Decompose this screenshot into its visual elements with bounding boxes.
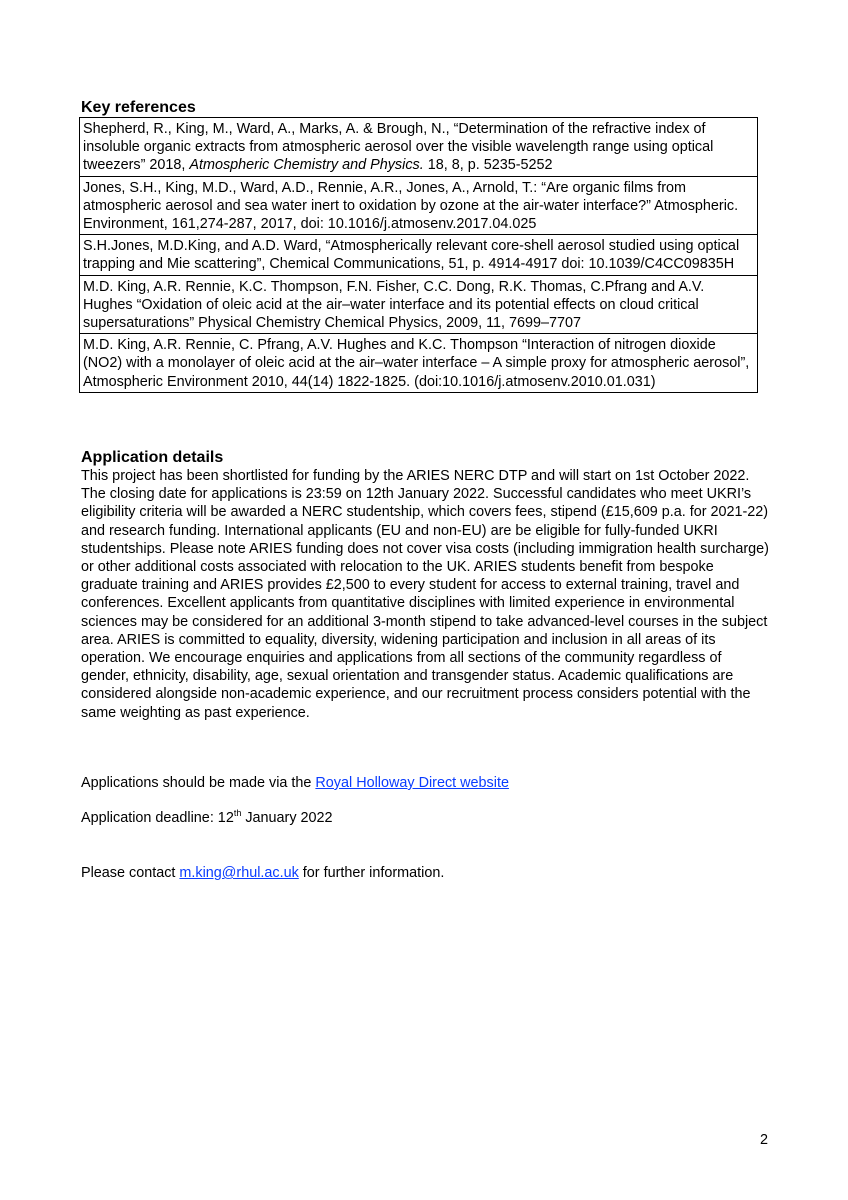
royal-holloway-direct-link[interactable]: Royal Holloway Direct website bbox=[315, 775, 509, 791]
reference-row: M.D. King, A.R. Rennie, C. Pfrang, A.V. Hughes and K.C. Thompson “Interaction of nitrogen dioxide (NO2) with a monolayer of oleic acid at the air–water interface – A simple proxy for atmospheric aerosol”, Atmospheric Environment 2010, 44(14) 1822-1825. (doi:10.1016/j.atmosenv.2010.01.031) bbox=[80, 334, 757, 393]
key-references-heading: Key references bbox=[81, 99, 196, 116]
contact-prefix: Please contact bbox=[81, 865, 180, 881]
reference-journal: Atmospheric Chemistry and Physics. bbox=[189, 157, 424, 174]
page-number: 2 bbox=[760, 1132, 769, 1148]
apply-prefix: Applications should be made via the bbox=[81, 775, 316, 791]
reference-text: Shepherd, R., King, M., Ward, A., Marks, A. & Brough, N., “Determination of the refractive index of insoluble organic extracts from atmospheric aerosol over the visible wavelength range using optical tweezers” 2018, bbox=[83, 121, 714, 174]
reference-row: S.H.Jones, M.D.King, and A.D. Ward, “Atmospherically relevant core-shell aerosol studied using optical trapping and Mie scattering”, Chemical Communications, 51, p. 4914-4917 doi: 10.1039/C4CC09835H bbox=[80, 235, 757, 275]
reference-row bbox=[80, 118, 757, 177]
contact-line bbox=[81, 864, 444, 882]
apply-line bbox=[81, 774, 509, 792]
contact-email-link[interactable]: m.king@rhul.ac.uk bbox=[179, 865, 299, 881]
reference-details: 18, 8, p. 5235-5252 bbox=[423, 157, 553, 174]
deadline-prefix: Application deadline: 12 bbox=[81, 810, 234, 826]
deadline-suffix: January 2022 bbox=[241, 810, 333, 826]
deadline-superscript: th bbox=[233, 808, 242, 818]
application-details-heading: Application details bbox=[81, 449, 224, 466]
reference-row: M.D. King, A.R. Rennie, K.C. Thompson, F.N. Fisher, C.C. Dong, R.K. Thomas, C.Pfrang and A.V. Hughes “Oxidation of oleic acid at the air–water interface and its potential effects on cloud critical supersaturations” Physical Chemistry Chemical Physics, 2009, 11, 7699–7707 bbox=[80, 276, 757, 335]
contact-suffix: for further information. bbox=[298, 865, 445, 881]
references-table bbox=[79, 117, 758, 393]
reference-row: Jones, S.H., King, M.D., Ward, A.D., Rennie, A.R., Jones, A., Arnold, T.: “Are organic films from atmospheric aerosol and sea water inert to oxidation by ozone at the air-water interface?” Atmospheric. Environment, 161,274-287, 2017, doi: 10.1016/j.atmosenv.2017.04.025 bbox=[80, 177, 757, 236]
application-details-body: This project has been shortlisted for funding by the ARIES NERC DTP and will start on 1st October 2022. The closing date for applications is 23:59 on 12th January 2022. Successful candidates who meet UKRI’s eligibility criteria will be awarded a NERC studentship, which covers fees, stipend (£15,609 p.a. for 2021-22) and research funding. International applicants (EU and non-EU) are be eligible for fully-funded UKRI studentships. Please note ARIES funding does not cover visa costs (including immigration health surcharge) or other additional costs associated with relocation to the UK. ARIES students benefit from bespoke graduate training and ARIES provides £2,500 to every student for access to external training, travel and conferences. Excellent applicants from quantitative disciplines with limited experience in environmental sciences may be considered for an additional 3-month stipend to take advanced-level courses in the subject area. ARIES is committed to equality, diversity, widening participation and inclusion in all areas of its operation. We encourage enquiries and applications from all sections of the community regardless of gender, ethnicity, disability, age, sexual orientation and transgender status. Academic qualifications are considered alongside non-academic experience, and our recruitment process considers potential with the same weighting as past experience. bbox=[81, 468, 769, 721]
deadline-line bbox=[81, 809, 333, 827]
